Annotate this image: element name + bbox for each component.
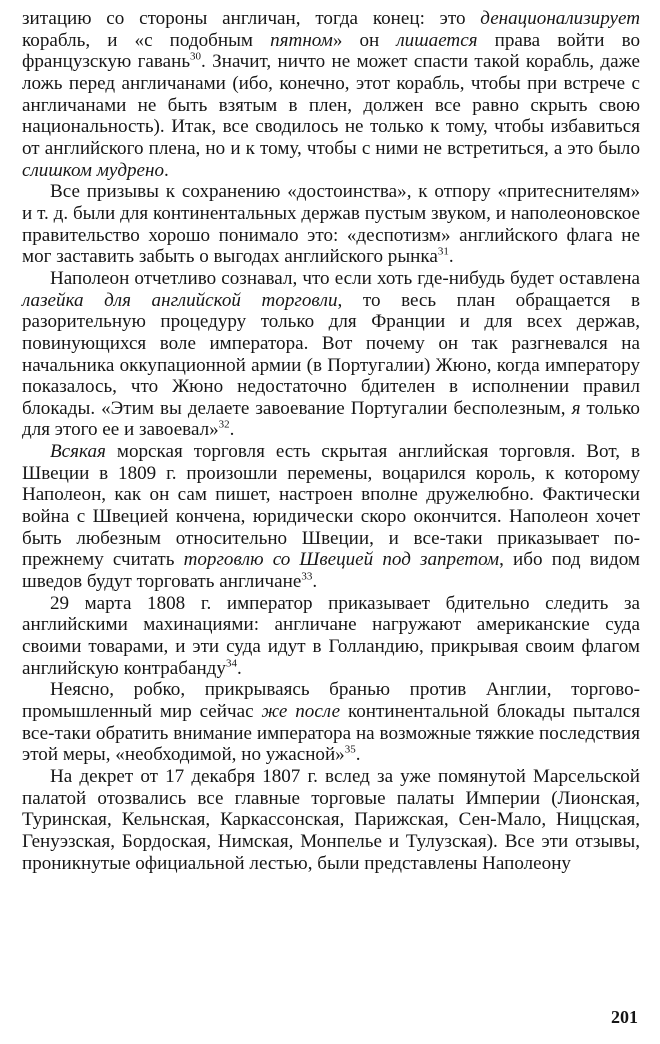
text-run: » он xyxy=(332,29,397,51)
footnote-ref: 30 xyxy=(190,50,202,63)
paragraph xyxy=(22,441,640,593)
paragraph xyxy=(22,181,640,268)
italic-text: слишком мудрено xyxy=(22,159,165,181)
italic-text: лазейка для английской торговли xyxy=(22,289,338,311)
text-run: . xyxy=(236,657,242,679)
footnote-ref: 33 xyxy=(301,570,313,583)
italic-text: торговлю со Швецией под запретом xyxy=(183,549,500,571)
text-run: Наполеон отчетливо сознавал, что если хоть где-нибудь будет оставлена xyxy=(50,267,640,289)
text-run: морская торговля есть скрытая английская торговля. Вот, в Швеции в 1809 г. произошли перемены, воцарился король, к которому Наполеон, как он сам пишет, настроен вполне дружелюбно. Фактически война с Швецией кончена, юридически скоро окончится. Наполеон хочет быть любезным относительно Швеции, и все-таки приказывает по-прежнему считать xyxy=(22,441,640,571)
footnote-ref: 35 xyxy=(344,743,356,756)
text-run: , то весь план обращается в разорительную процедуру только для Франции и для всех держав, повинующихся воле императора. Вот почему он так разгневался на начальника оккупационной армии (в Португалии) Жюно, когда императору показалось, что Жюно недостаточно бдителен в исполнении правил блокады. «Этим вы делаете завоевание Португалии бесполезным, xyxy=(22,289,640,419)
text-run: . Значит, ничто не может спасти такой корабль, даже ложь перед англичанами (ибо, конечно, этот корабль, чтобы при встрече с англичанами не быть взятым в плен, должен все равно скрыть свою национальность). Итак, все сводилось не только к тому, чтобы избавиться от английского плена, но и к тому, чтобы с ними не встретиться, а это было xyxy=(22,51,640,159)
italic-text: денационализирует xyxy=(480,8,640,29)
page-number: 201 xyxy=(611,1007,638,1027)
paragraph xyxy=(22,593,640,680)
text-run: континентальной блокады пытался все-таки обратить внимание императора на возможные тяжкие последствия этой меры, «необходимой, но ужасной» xyxy=(22,701,640,766)
italic-text: же после xyxy=(261,701,341,722)
text-run: корабль, и «с подобным xyxy=(22,29,271,51)
text-run: . xyxy=(312,571,318,593)
footnote-ref: 34 xyxy=(225,657,237,670)
page-body-text xyxy=(22,8,640,874)
text-run: права войти во французскую гавань xyxy=(22,29,641,73)
text-run: . xyxy=(164,159,169,181)
text-run: . xyxy=(448,246,454,268)
paragraph xyxy=(22,766,640,874)
text-run: Неясно, робко, прикрываясь бранью против Англии, торгово-промышленный мир сейчас xyxy=(22,679,640,722)
text-run: На декрет от 17 декабря 1807 г. вслед за уже помянутой Марсельской палатой отозвались все главные торговые палаты Империи (Лионская, Туринская, Кельнская, Каркассонская, Парижская, Сен-Мало, Ниццская, Генуэзская, Бордоская, Нимская, Монпелье и Тулузская). Все эти отзывы, проникнутые официальной лестью, были представлены Наполеону xyxy=(22,765,640,874)
italic-text: Всякая xyxy=(50,441,106,463)
text-run: , ибо под видом шведов будут торговать англичане xyxy=(22,549,640,593)
footnote-ref: 31 xyxy=(437,245,449,258)
paragraph xyxy=(22,679,640,766)
text-run: . xyxy=(355,744,361,766)
text-run: только для этого ее и завоевал» xyxy=(22,397,640,441)
footnote-ref: 32 xyxy=(218,419,230,432)
paragraph xyxy=(22,268,640,441)
paragraph xyxy=(22,8,640,181)
italic-text: пятном xyxy=(270,29,333,51)
italic-text: лишается xyxy=(396,29,478,51)
italic-text: я xyxy=(571,397,581,419)
text-run: Все призывы к сохранению «достоинства», к отпору «притеснителям» и т. д. были для континентальных держав пустым звуком, и наполеоновское правительство хорошо понимало это: «деспотизм» английского флага не мог заставить забыть о выгодах английского рынка xyxy=(22,181,640,268)
text-run: зитацию со стороны англичан, тогда конец: это xyxy=(22,8,481,29)
text-run: 29 марта 1808 г. император приказывает бдительно следить за английскими махинациями: англичане нагружают американские суда своими товарами, и эти суда идут в Голландию, прикрывая своим флагом английскую контрабанду xyxy=(22,592,640,679)
text-run: . xyxy=(229,419,235,441)
